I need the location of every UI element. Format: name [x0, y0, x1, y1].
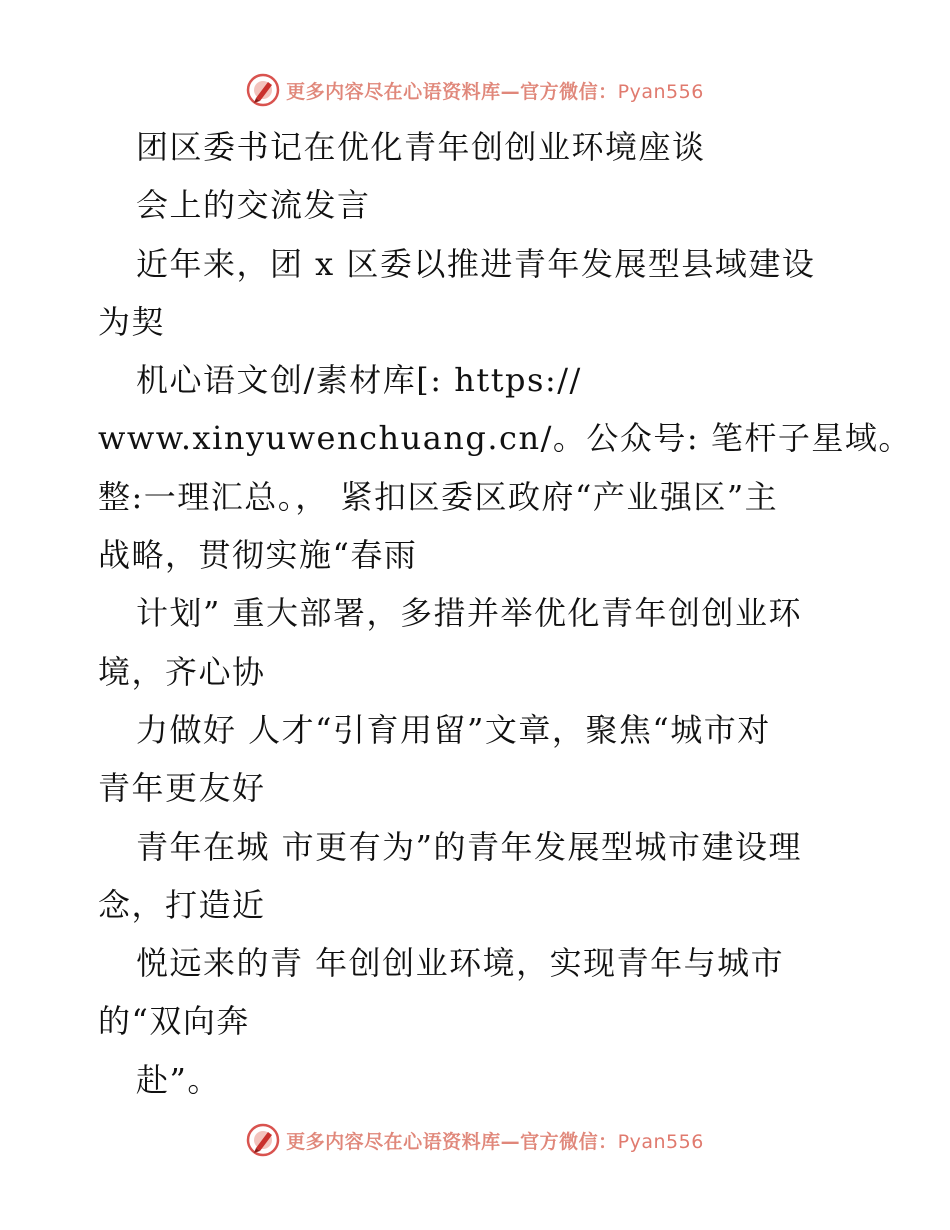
- paragraph-line: www.xinyuwenchuang.cn/。公众号: 笔杆子星域。: [98, 419, 912, 458]
- title-line-1: 团区委书记在优化青年创创业环境座谈: [136, 128, 706, 166]
- paragraph-line: 赴”。: [136, 1060, 221, 1099]
- paragraph-line: 境，齐心协: [98, 652, 266, 691]
- paragraph-line: 力做好 人才“引育用留”文章，聚焦“城市对: [136, 710, 771, 749]
- paragraph-line: 青年更友好: [98, 769, 266, 808]
- document-body: [98, 118, 912, 1109]
- watermark-text: 更多内容尽在心语资料库—官方微信：Pyan556: [286, 1130, 704, 1153]
- title-line-2: 会上的交流发言: [136, 186, 371, 225]
- pen-nib-logo-icon: [246, 73, 280, 107]
- paragraph-line: 青年在城 市更有为”的青年发展型城市建设理: [136, 827, 803, 866]
- paragraph-line: 整:一理汇总。， 紧扣区委区政府“产业强区”主: [98, 477, 779, 516]
- paragraph-line: 计划” 重大部署，多措并举优化青年创创业环: [136, 594, 803, 633]
- paragraph-line: 念，打造近: [98, 885, 266, 924]
- paragraph-line: 近年来，团 x 区委以推进青年发展型县域建设: [136, 244, 816, 283]
- paragraph-line: 悦远来的青 年创创业环境，实现青年与城市: [136, 944, 785, 983]
- paragraph-line: 的“双向奔: [98, 1002, 250, 1041]
- pen-nib-logo-icon: [246, 1123, 280, 1157]
- paragraph-line: 机心语文创/素材库[: https://: [136, 361, 582, 400]
- watermark-text: 更多内容尽在心语资料库—官方微信：Pyan556: [286, 80, 704, 103]
- paragraph-line: 战略，贯彻实施“春雨: [98, 536, 418, 575]
- header-watermark: [0, 70, 950, 110]
- paragraph-line: 为契: [98, 302, 166, 341]
- footer-watermark: [0, 1120, 950, 1160]
